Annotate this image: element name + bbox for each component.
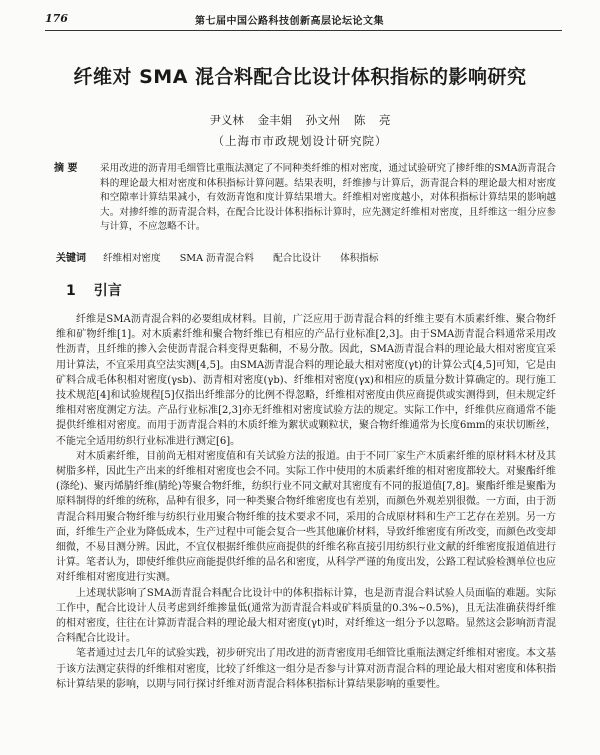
abstract xyxy=(56,162,556,235)
section-heading xyxy=(66,280,122,300)
paragraph: 纤维是SMA沥青混合料的必要组成材料。目前，广泛应用于沥青混合料的纤维主要有木质素纤维、聚合物纤维和矿物纤维[1]。对木质素纤维和聚合物纤维已有相应的产品行业标准[2,3]。由于SMA沥青混合料通常采用改性沥青，且纤维的掺入会使沥青混合料变得更黏稠，不易分散。因此，SMA沥青混合料的理论最大相对密度宜采用计算法，不宜采用真空法实测[4,5]。由SMA沥青混合料的理论最大相对密度(γt)的计算公式[4,5]可知，它是由矿料合成毛体积相对密度(γsb)、沥青相对密度(γb)、纤维相对密度(γx)和相应的质量分数计算确定的。现行施工技术规范[4]和试验规程[5]仅指出纤维部分的比例不得忽略，纤维相对密度由供应商提供或实测得到，但未规定纤维相对密度测定方法。产品行业标准[2,3]亦无纤维相对密度试验方法的规定。实际工作中，纤维供应商通常不能提供纤维相对密度。而用于沥青混合料的木质纤维为絮状或颗粒状，聚合物纤维通常为长度6mm的束状切断丝，不能完全适用纺织行业标准进行测定[6]。 xyxy=(56,314,556,447)
running-header xyxy=(45,8,562,31)
keyword: 体积指标 xyxy=(340,253,379,264)
abstract-text: 采用改进的沥青用毛细管比重瓶法测定了不同种类纤维的相对密度，通过试验研究了掺纤维的SMA沥青混合料的理论最大相对密度和体积指标计算问题。结果表明，纤维掺与计算后，沥青混合料的理论最大相对密度和空隙率计算结果减小，有效沥青饱和度计算结果增大。纤维相对密度越小，对体积指标计算结果的影响越大。对掺纤维的沥青混合料，在配合比设计体积指标计算时，应先测定纤维相对密度，且纤维这一组分应参与计算，不应忽略不计。 xyxy=(100,163,556,233)
section-title: 引言 xyxy=(93,283,122,299)
body-text xyxy=(56,312,556,692)
paragraph: 笔者通过过去几年的试验实践，初步研究出了用改进的沥青密度用毛细管比重瓶法测定纤维相对密度。本文基于该方法测定获得的纤维相对密度，比较了纤维这一组分是否参与计算对沥青混合料的理论最大相对密度和体积指标计算结果的影响，以期与同行探讨纤维对沥青混合料体积指标计算结果影响的重要性。 xyxy=(56,648,556,690)
paper-title: 纤维对 SMA 混合料配合比设计体积指标的影响研究 xyxy=(73,66,527,88)
conference-name: 第七届中国公路科技创新高层论坛论文集 xyxy=(195,16,384,27)
paragraph: 上述现状影响了SMA沥青混合料配合比设计中的体积指标计算，也是沥青混合料试验人员面临的难题。实际工作中，配合比设计人员考虑到纤维掺量低(通常为沥青混合料或矿料质量的0.3%~0.5%)，且无法准确获得纤维的相对密度，往往在计算沥青混合料的理论最大相对密度(γt)时，对纤维这一组分予以忽略。显然这会影响沥青混合料配合比设计。 xyxy=(56,587,556,645)
author-list: 尹义林 金丰娟 孙文州 陈 亮 xyxy=(209,113,391,127)
keyword: 配合比设计 xyxy=(273,253,322,264)
abstract-label: 摘 要 xyxy=(54,163,78,174)
page-number: 176 xyxy=(45,12,68,25)
paragraph: 对木质素纤维，目前尚无相对密度值和有关试验方法的报道。由于不同厂家生产木质素纤维的原材料木材及其树脂多样，因此生产出来的纤维相对密度也会不同。实际工作中使用的木质素纤维的相对密度都较大。对聚酯纤维(涤纶)、聚丙烯腈纤维(腈纶)等聚合物纤维，纺织行业不同文献对其密度有不同的报道值[7,8]。聚酯纤维是聚酯为原料制得的纤维的统称，品种有很多，同一种类聚合物纤维密度也有差别，而颜色外观差别很微。一方面，由于沥青混合料用聚合物纤维与纺织行业用聚合物纤维的技术要求不同，采用的合成原材料和生产工艺存在差别。另一方面，纤维生产企业为降低成本，生产过程中可能会复合一些其他廉价材料，导致纤维密度有所改变，而颜色改变却细微，不易目测分辨。因此，不宜仅根据纤维供应商提供的纤维名称直接引用纺织行业文献的纤维密度报道值进行计算。笔者认为，即使纤维供应商能提供纤维的品名和密度，从科学严谨的角度出发，公路工程试验检测单位也应对纤维相对密度进行实测。 xyxy=(56,450,556,584)
keywords-label: 关键词 xyxy=(56,253,86,264)
section-number: 1 xyxy=(66,283,76,299)
keyword: SMA 沥青混合料 xyxy=(179,253,255,264)
affiliation: （上海市市政规划设计研究院） xyxy=(212,134,388,148)
keywords xyxy=(56,249,556,264)
keyword: 纤维相对密度 xyxy=(103,253,161,264)
